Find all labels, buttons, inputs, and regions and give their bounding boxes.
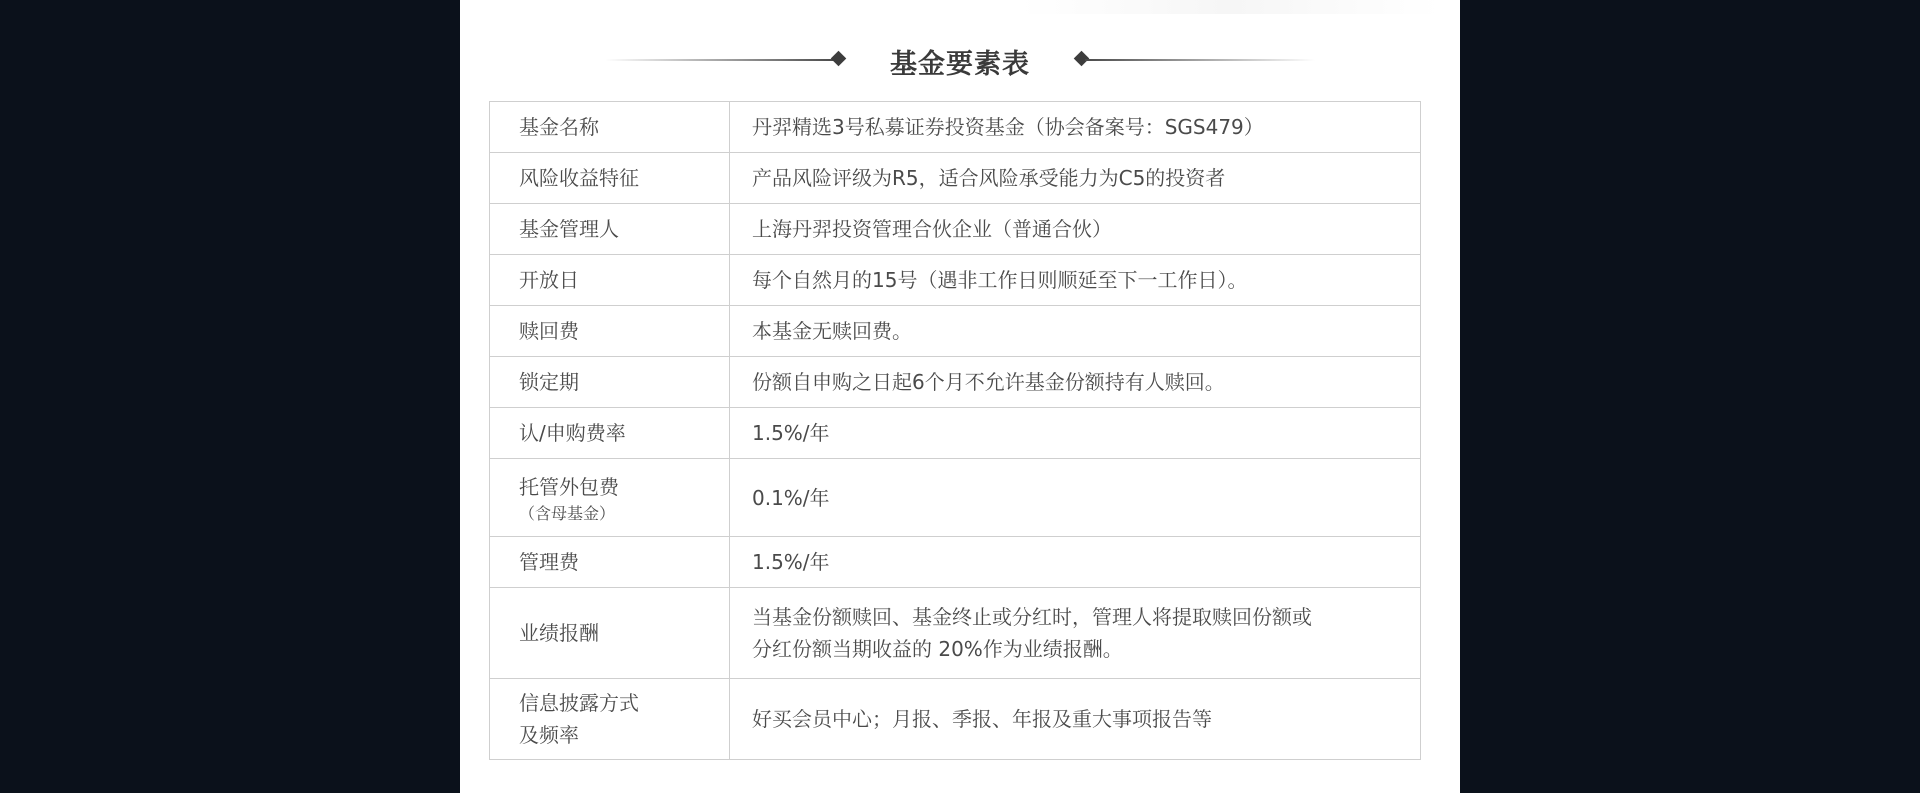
section-header bbox=[460, 40, 1460, 82]
row-value: 1.5%/年 bbox=[730, 537, 1421, 588]
title-divider-right bbox=[1085, 59, 1315, 61]
row-label: 赎回费 bbox=[490, 306, 730, 357]
row-value: 本基金无赎回费。 bbox=[730, 306, 1421, 357]
row-value: 上海丹羿投资管理合伙企业（普通合伙） bbox=[730, 204, 1421, 255]
section-title: 基金要素表 bbox=[890, 49, 1030, 80]
row-label: 风险收益特征 bbox=[490, 153, 730, 204]
row-value bbox=[730, 588, 1421, 679]
title-divider-left bbox=[605, 59, 835, 61]
row-label-line: 及频率 bbox=[519, 723, 579, 747]
row-value: 好买会员中心；月报、季报、年报及重大事项报告等 bbox=[730, 679, 1421, 760]
diamond-icon bbox=[831, 51, 847, 67]
table-row bbox=[490, 588, 1421, 679]
table-row bbox=[490, 679, 1421, 760]
table-row bbox=[490, 357, 1421, 408]
row-value: 产品风险评级为R5，适合风险承受能力为C5的投资者 bbox=[730, 153, 1421, 204]
row-label-text: 托管外包费 bbox=[519, 474, 619, 499]
row-value: 每个自然月的15号（遇非工作日则顺延至下一工作日）。 bbox=[730, 255, 1421, 306]
row-value: 丹羿精选3号私募证券投资基金（协会备案号：SGS479） bbox=[730, 102, 1421, 153]
row-label: 认/申购费率 bbox=[490, 408, 730, 459]
row-label bbox=[490, 679, 730, 760]
row-value-line: 当基金份额赎回、基金终止或分红时，管理人将提取赎回份额或 bbox=[752, 605, 1312, 629]
row-label: 业绩报酬 bbox=[490, 588, 730, 679]
table-row bbox=[490, 204, 1421, 255]
row-value: 1.5%/年 bbox=[730, 408, 1421, 459]
table-row bbox=[490, 408, 1421, 459]
table-row bbox=[490, 102, 1421, 153]
table-row bbox=[490, 537, 1421, 588]
row-label: 基金名称 bbox=[490, 102, 730, 153]
row-sublabel: （含母基金） bbox=[519, 503, 616, 523]
top-fade-decoration bbox=[1020, 0, 1440, 14]
table-row bbox=[490, 459, 1421, 537]
row-label: 基金管理人 bbox=[490, 204, 730, 255]
table-row bbox=[490, 153, 1421, 204]
row-value: 0.1%/年 bbox=[730, 459, 1421, 537]
row-label: 锁定期 bbox=[490, 357, 730, 408]
row-label bbox=[490, 459, 730, 537]
row-value-line: 分红份额当期收益的 20%作为业绩报酬。 bbox=[752, 637, 1123, 661]
row-label: 管理费 bbox=[490, 537, 730, 588]
content-panel bbox=[460, 0, 1460, 793]
row-value: 份额自申购之日起6个月不允许基金份额持有人赎回。 bbox=[730, 357, 1421, 408]
fund-elements-table bbox=[489, 101, 1421, 760]
table-row bbox=[490, 255, 1421, 306]
row-label: 开放日 bbox=[490, 255, 730, 306]
row-label-line: 信息披露方式 bbox=[519, 691, 639, 715]
table-row bbox=[490, 306, 1421, 357]
